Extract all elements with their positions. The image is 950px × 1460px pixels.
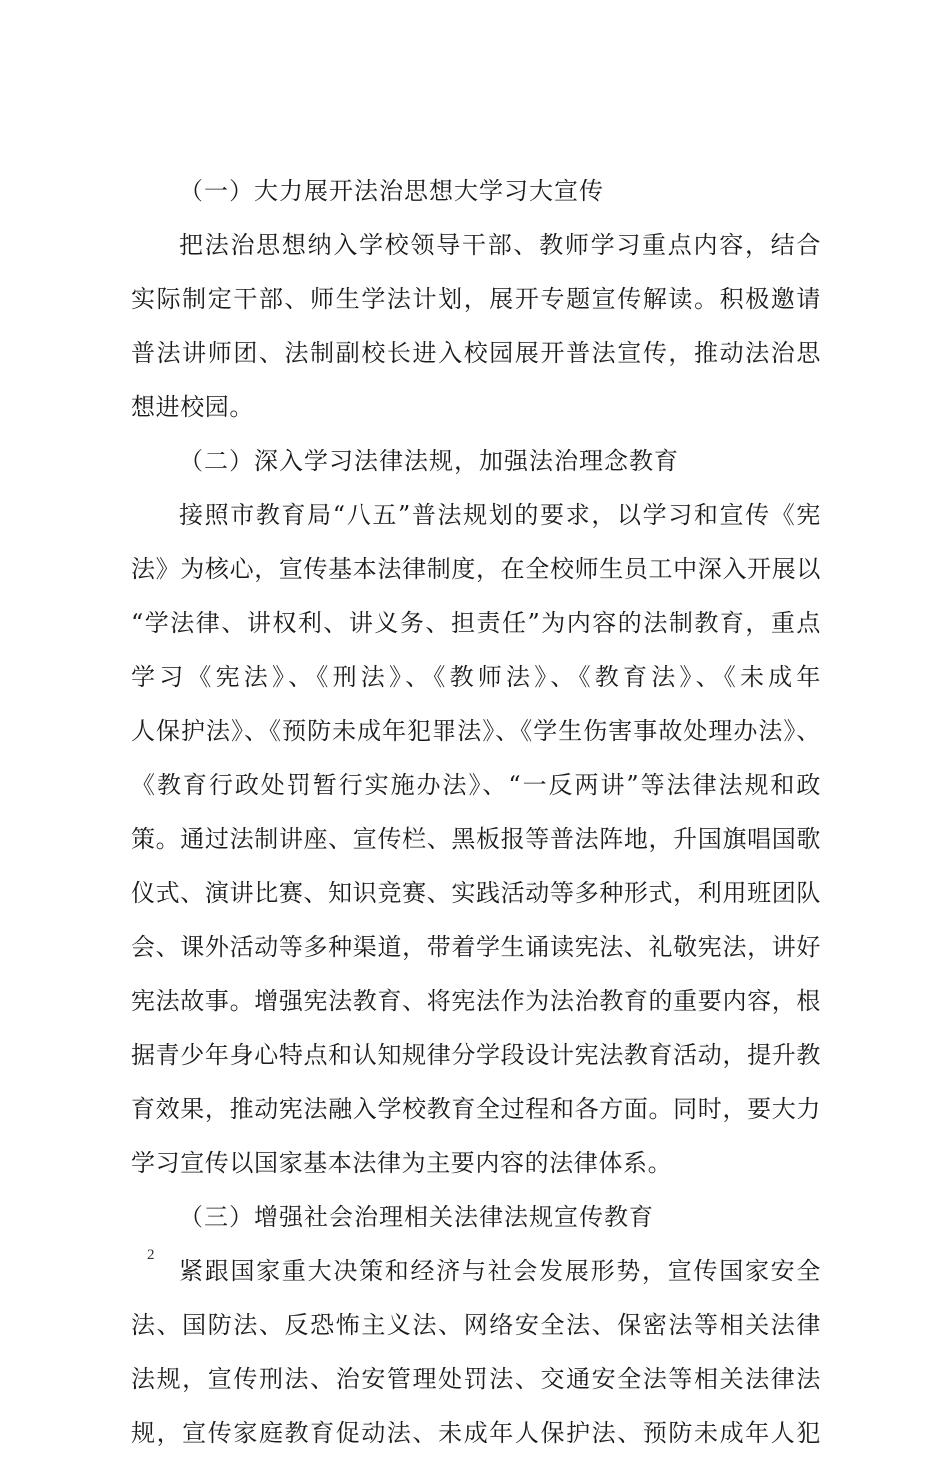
section-heading-2: （二）深入学习法律法规，加强法治理念教育 bbox=[179, 447, 679, 475]
paragraph-line: 学习宣传以国家基本法律为主要内容的法律体系。 bbox=[131, 1149, 673, 1177]
paragraph-line: “学法律、讲权利、讲义务、担责任”为内容的法制教育，重点 bbox=[131, 609, 821, 637]
paragraph-line: 策。通过法制讲座、宣传栏、黑板报等普法阵地，升国旗唱国歌 bbox=[131, 825, 821, 853]
paragraph-line: 育效果，推动宪法融入学校教育全过程和各方面。同时，要大力 bbox=[131, 1095, 821, 1123]
paragraph-line: 规，宣传家庭教育促动法、未成年人保护法、预防未成年人犯 bbox=[131, 1419, 821, 1447]
paragraph-line: 人保护法》、《预防未成年犯罪法》、《学生伤害事故处理办法》、 bbox=[131, 717, 821, 745]
paragraph-line: 会、课外活动等多种渠道，带着学生诵读宪法、礼敬宪法，讲好 bbox=[131, 933, 821, 961]
paragraph-line: 想进校园。 bbox=[131, 393, 254, 421]
document-body bbox=[131, 164, 821, 1460]
paragraph-line: 普法讲师团、法制副校长进入校园展开普法宣传，推动法治思 bbox=[131, 339, 821, 367]
paragraph-line: 法、国防法、反恐怖主义法、网络安全法、保密法等相关法律 bbox=[131, 1311, 821, 1339]
paragraph-line: 《教育行政处罚暂行实施办法》、“一反两讲”等法律法规和政 bbox=[131, 771, 821, 799]
paragraph-line: 把法治思想纳入学校领导干部、教师学习重点内容，结合 bbox=[179, 231, 821, 259]
paragraph-line: 法》为核心，宣传基本法律制度，在全校师生员工中深入开展以 bbox=[131, 555, 821, 583]
page-number: 2 bbox=[147, 1247, 155, 1263]
paragraph-line: 紧跟国家重大决策和经济与社会发展形势，宣传国家安全 bbox=[179, 1257, 821, 1285]
paragraph-line: 学习《宪法》、《刑法》、《教师法》、《教育法》、《未成年 bbox=[131, 663, 821, 691]
paragraph-line: 实际制定干部、师生学法计划，展开专题宣传解读。积极邀请 bbox=[131, 285, 821, 313]
paragraph-line: 法规，宣传刑法、治安管理处罚法、交通安全法等相关法律法 bbox=[131, 1365, 821, 1393]
section-heading-1: （一）大力展开法治思想大学习大宣传 bbox=[179, 177, 604, 205]
section-heading-3: （三）增强社会治理相关法律法规宣传教育 bbox=[179, 1203, 654, 1231]
paragraph-line: 宪法故事。增强宪法教育、将宪法作为法治教育的重要内容，根 bbox=[131, 987, 821, 1015]
paragraph-line: 仪式、演讲比赛、知识竞赛、实践活动等多种形式，利用班团队 bbox=[131, 879, 821, 907]
paragraph-line: 接照市教育局“八五”普法规划的要求，以学习和宣传《宪 bbox=[179, 501, 821, 529]
paragraph-line: 据青少年身心特点和认知规律分学段设计宪法教育活动，提升教 bbox=[131, 1041, 821, 1069]
